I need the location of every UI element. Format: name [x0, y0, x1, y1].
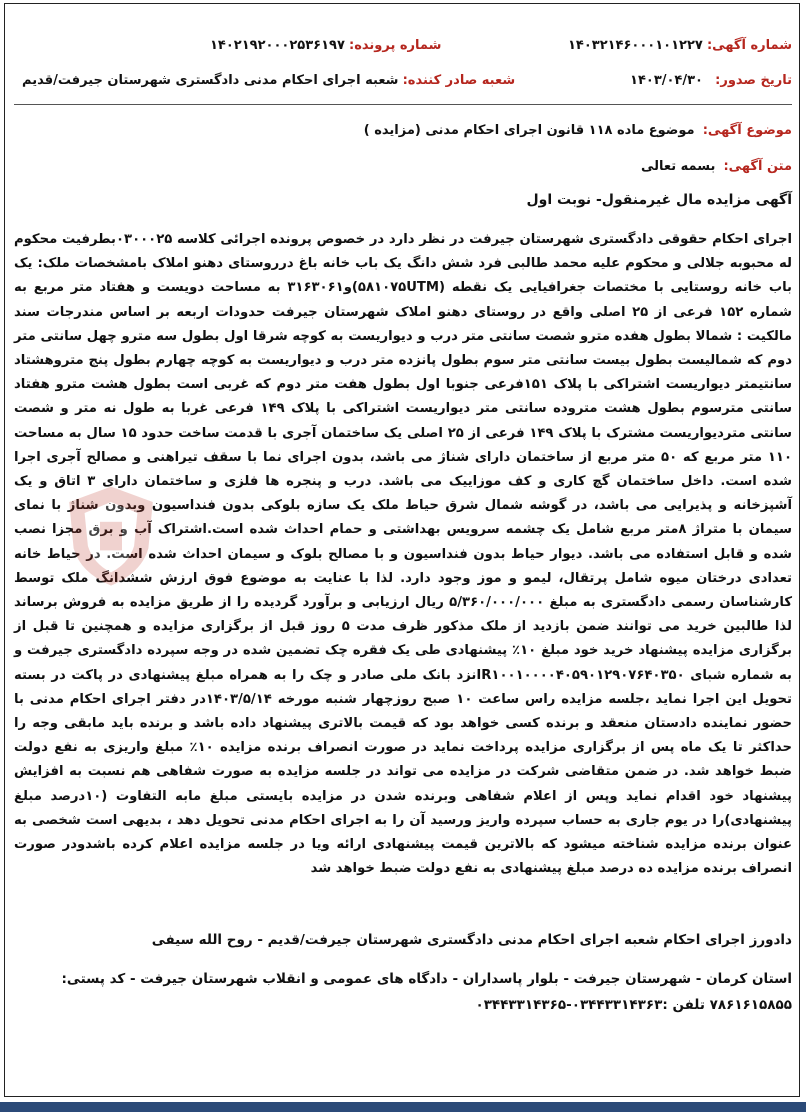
text-intro-label: متن آگهی: [723, 159, 792, 174]
ad-number-value: ۱۴۰۳۲۱۴۶۰۰۰۱۰۱۲۲۷ [567, 38, 703, 53]
shield-logo-icon [56, 480, 166, 590]
text-intro-row [641, 158, 792, 176]
topic-row [364, 122, 792, 140]
issue-date-row [630, 72, 792, 90]
signature: دادورز اجرای احکام شعبه اجرای احکام مدنی دادگستری شهرستان جیرفت/قدیم - روح الله سیفی [151, 932, 792, 948]
topic-value: موضوع ماده ۱۱۸ قانون اجرای احکام مدنی (مزایده ) [363, 123, 695, 138]
notice-title: آگهی مزایده مال غیرمنقول- نوبت اول [526, 192, 792, 208]
issuer-value: شعبه اجرای احکام مدنی دادگستری شهرستان جیرفت/قدیم [22, 73, 399, 88]
topic-label: موضوع آگهی: [702, 123, 792, 138]
issuer-label: شعبه صادر کننده: [402, 73, 516, 88]
bottom-bar [0, 1102, 806, 1112]
case-number-row [210, 37, 441, 55]
notice-body: اجرای احکام حقوقی دادگستری شهرستان جیرفت در نظر دارد در خصوص پرونده اجرائی کلاسه ۰۳۰۰۰۲۵بطرفیت محکوم له محبوبه جلالی و محکوم علیه محمد طالبی فرد شش دانگ یک باب خانه باغ درروستای دهنو املاک بامشخصات ملک: یک باب خانه روستایی با مختصات جغرافیایی یک نقطه (۵۸۱۰۷۵UTM)و۳۱۶۳۰۶۱ به مساحت دویست و هفتاد متر مربع به شماره ۱۵۲ فرعی از ۲۵ اصلی واقع در روستای دهنو املاک شهرستان جیرفت حدودات اربعه بر اساس مندرجات سند مالکیت : شمالا بطول هفده مترو شصت سانتی متر درب و دیواریست به کوچه شرقا اول بطول سه مترو چهل سانتی متر دوم که شمالیست بطول بیست سانتی متر سوم بطول پانزده متر درب و دیواریست به کوچه چهارم بطول پنج متروهشتاد سانتیمتر دیواریست اشتراکی با پلاک ۱۵۱فرعی جنوبا اول بطول هفت متر دوم که غربی است بطول هشت مترو هفتاد سانتی مترسوم بطول هشت متروده سانتی متر دیواریست اشتراکی با پلاک ۱۴۹ فرعی غربا به طول نه متر و شصت سانتی متردیواریست مشترک با پلاک ۱۴۹ فرعی از ۲۵ اصلی یک ساختمان آجری با قدمت ساخت حدود ۱۵ سال به مساحت ۱۱۰ متر مربع که ۵۰ متر مربع از ساختمان دارای شناژ می باشد، بدون اجرای نما با سقف تیراهنی و مصالح آجری اجرا شده است. داخل ساختمان گچ کاری و کف موزاییک می باشد. درب و پنجره ها فلزی و ساختمان دارای ۳ اتاق و یک آشپزخانه و پذیرایی می باشد، در گوشه شمال شرق حیاط ملک یک سازه بلوکی بدون فنداسیون وبدون شناژ با نمای سیمان با متراژ ۸متر مربع شامل یک چشمه سرویس بهداشتی و حمام احداث شده است.اشتراک آب و برق مجزا نصب شده و قابل استفاده می باشد. دیوار حیاط بدون فنداسیون و با مصالح بلوک و سیمان احداث شده است. در حیاط خانه تعدادی درختان میوه شامل پرتقال، لیمو و موز وجود دارد. لذا با عنایت به موضوع فوق ارزش ششدانگ ملک توسط کارشناسان رسمی دادگستری به مبلغ ۵/۳۶۰/۰۰۰/۰۰۰ ریال ارزیابی و برآورد گردیده را از طریق مزایده به فروش برساند لذا طالبین خرید می توانند ضمن بازدید از ملک مذکور ظرف مدت ۵ روز قبل از برگزاری مزایده و همچنین تا قبل از برگزاری مزایده پیشنهاد خرید خود مبلغ ۱۰٪ پیشنهادی طی یک فقره چک تضمین شده در وجه سپرده دادگستری جیرفت و به شماره شبای IR۱۰۰۱۰۰۰۰۴۰۵۹۰۱۲۹۰۷۶۴۰۳۵۰نزد بانک ملی صادر و چک را به همراه مبلغ پیشنهادی در پاکت در بسته تحویل این اجرا نماید ،جلسه مزایده راس ساعت ۱۰ صبح روزچهار شنبه مورخه ۱۴۰۳/۵/۱۴در دفتر اجرای احکام مدنی با حضور نماینده دادستان منعقد و برنده کسی خواهد بود که قیمت بالاتری پیشنهاد داده باشد و برنده باید مابقی وجه را حداکثر تا یک ماه پس از برگزاری مزایده پرداخت نماید در صورت انصراف برنده مزایده ۱۰٪ مبلغ واریزی به نفع دولت ضبط خواهد شد. در ضمن متقاضی شرکت در مزایده می تواند در جلسه مزایده به صورت شفاهی هم نسبت به افزایش پیشنهاد خود اقدام نماید وپس از اعلام شفاهی وبرنده شدن در مزایده بایستی مبلغ مابه التفاوت (۱۰درصد مبلغ پیشنهادی)را در یوم جاری به حساب سپرده واریز ورسید آن را به اجرای احکام مدنی تحویل دهد ، بدیهی است شخصی به عنوان برنده مزایده شناخته میشود که بالاترین قیمت پیشنهادی ارائه ویا در جلسه مزایده اعلام کرده باشدودر صورت انصراف برنده مزایده ده درصد مبلغ پیشنهادی به نفع دولت ضبط خواهد شد [14, 232, 793, 877]
case-number-value: ۱۴۰۲۱۹۲۰۰۰۲۵۳۶۱۹۷ [210, 38, 345, 53]
text-intro-value: بسمه تعالی [640, 159, 716, 174]
court-address: استان کرمان - شهرستان جیرفت - بلوار پاسداران - دادگاه های عمومی و انقلاب شهرستان جیرفت - کد پستی: ۷۸۶۱۶۱۵۸۵۵ تلفن :۰۳۴۴۳۳۱۴۳۶۳-۰۳۴۴۳۳۱۴۳۶۵ [61, 971, 792, 1013]
ad-number-label: شماره آگهی: [706, 38, 792, 53]
case-number-label: شماره پرونده: [349, 38, 442, 53]
issue-date-label: تاریخ صدور: [715, 73, 792, 88]
issuer-row [22, 72, 515, 90]
header-divider [14, 104, 792, 105]
ad-number-row [568, 37, 792, 55]
issue-date-value: ۱۴۰۳/۰۴/۳۰ [630, 73, 703, 88]
